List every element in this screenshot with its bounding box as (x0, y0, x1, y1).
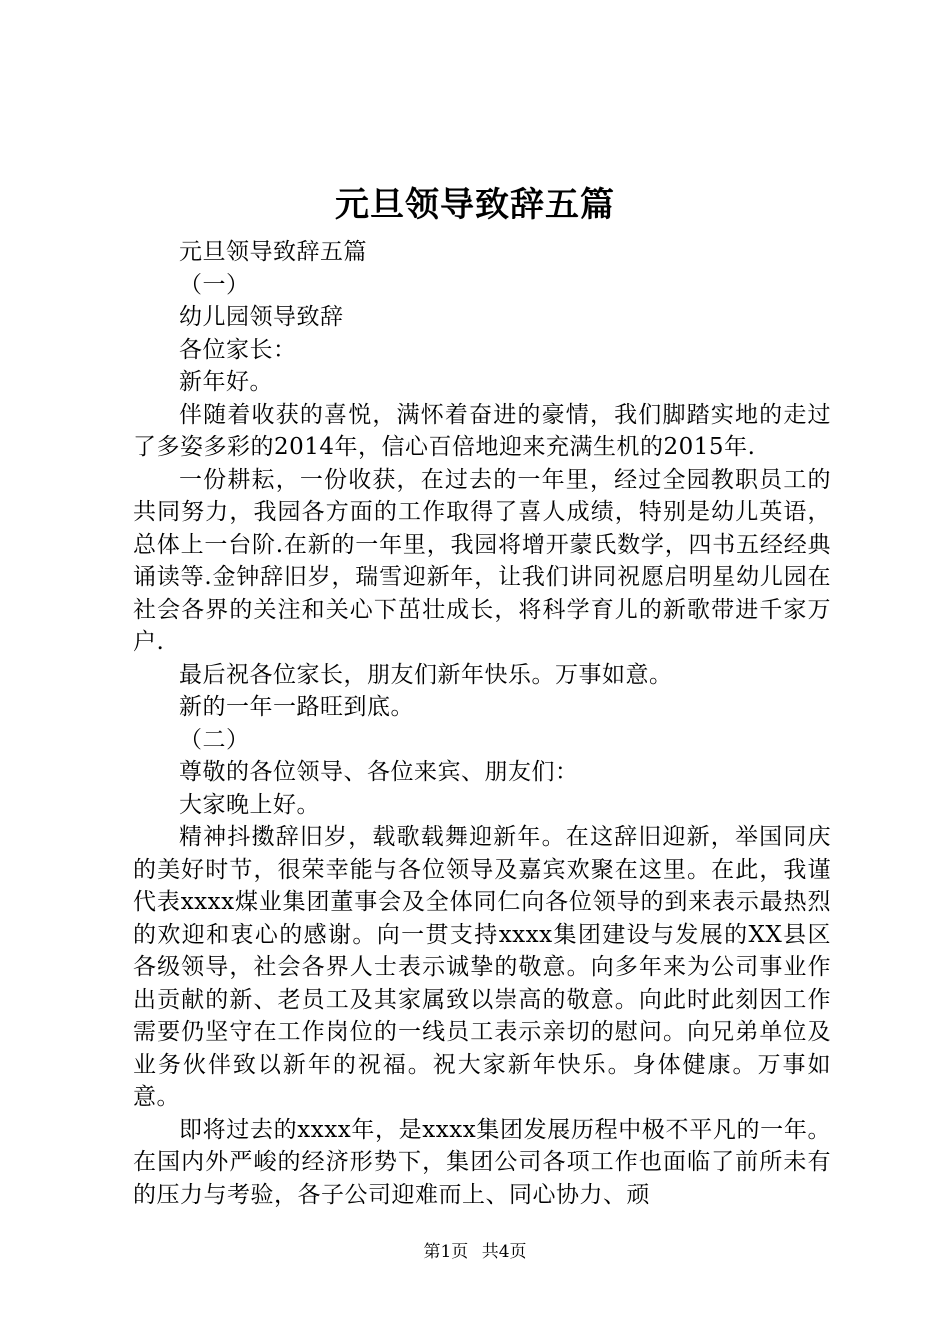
document-title: 元旦领导致辞五篇 (335, 185, 615, 225)
document-body (133, 236, 831, 1211)
paragraph: 幼儿园领导致辞 (179, 304, 344, 330)
paragraph: 最后祝各位家长，朋友们新年快乐。万事如意。 (179, 661, 673, 688)
page-total: 共4页 (481, 1242, 527, 1262)
page-footer (0, 1240, 950, 1264)
page-number: 第1页 (423, 1242, 469, 1262)
paragraph: 即将过去的xxxx年，是xxxx集团发展历程中极不平凡的一年。在国内外严峻的经济形势下，集团公司各项工作也面临了前所未有的压力与考验，各子公司迎难而上、同心协力、顽 (133, 1116, 831, 1208)
paragraph: 元旦领导致辞五篇 (179, 239, 367, 265)
paragraph: 各位家长： (179, 336, 297, 363)
paragraph: （一） (179, 271, 250, 298)
paragraph: 新的一年一路旺到底。 (179, 694, 414, 720)
paragraph: 尊敬的各位领导、各位来宾、朋友们： (179, 759, 579, 785)
paragraph: 新年好。 (179, 369, 273, 395)
paragraph: 一份耕耘，一份收获，在过去的一年里，经过全园教职员工的共同努力，我园各方面的工作取得了喜人成绩，特别是幼儿英语，总体上一台阶.在新的一年里，我园将增开蒙氏数学，四书五经经典诵读等.金钟辞旧岁，瑞雪迎新年，让我们讲同祝愿启明星幼儿园在社会各界的关注和关心下茁壮成长，将科学育儿的新歌带进千家万户. (133, 466, 831, 655)
paragraph: 精神抖擞辞旧岁，载歌载舞迎新年。在这辞旧迎新，举国同庆的美好时节，很荣幸能与各位领导及嘉宾欢聚在这里。在此，我谨代表xxxx煤业集团董事会及全体同仁向各位领导的到来表示最热烈的欢迎和衷心的感谢。向一贯支持xxxx集团建设与发展的XX县区各级领导，社会各界人士表示诚挚的敬意。向多年来为公司事业作出贡献的新、老员工及其家属致以崇高的敬意。向此时此刻因工作需要仍坚守在工作岗位的一线员工表示亲切的慰问。向兄弟单位及业务伙伴致以新年的祝福。祝大家新年快乐。身体健康。万事如意。 (133, 824, 831, 1110)
paragraph: （二） (179, 726, 250, 753)
paragraph: 伴随着收获的喜悦，满怀着奋进的豪情，我们脚踏实地的走过了多姿多彩的2014年，信心百倍地迎来充满生机的2015年. (133, 401, 831, 460)
paragraph: 大家晚上好。 (179, 791, 320, 818)
